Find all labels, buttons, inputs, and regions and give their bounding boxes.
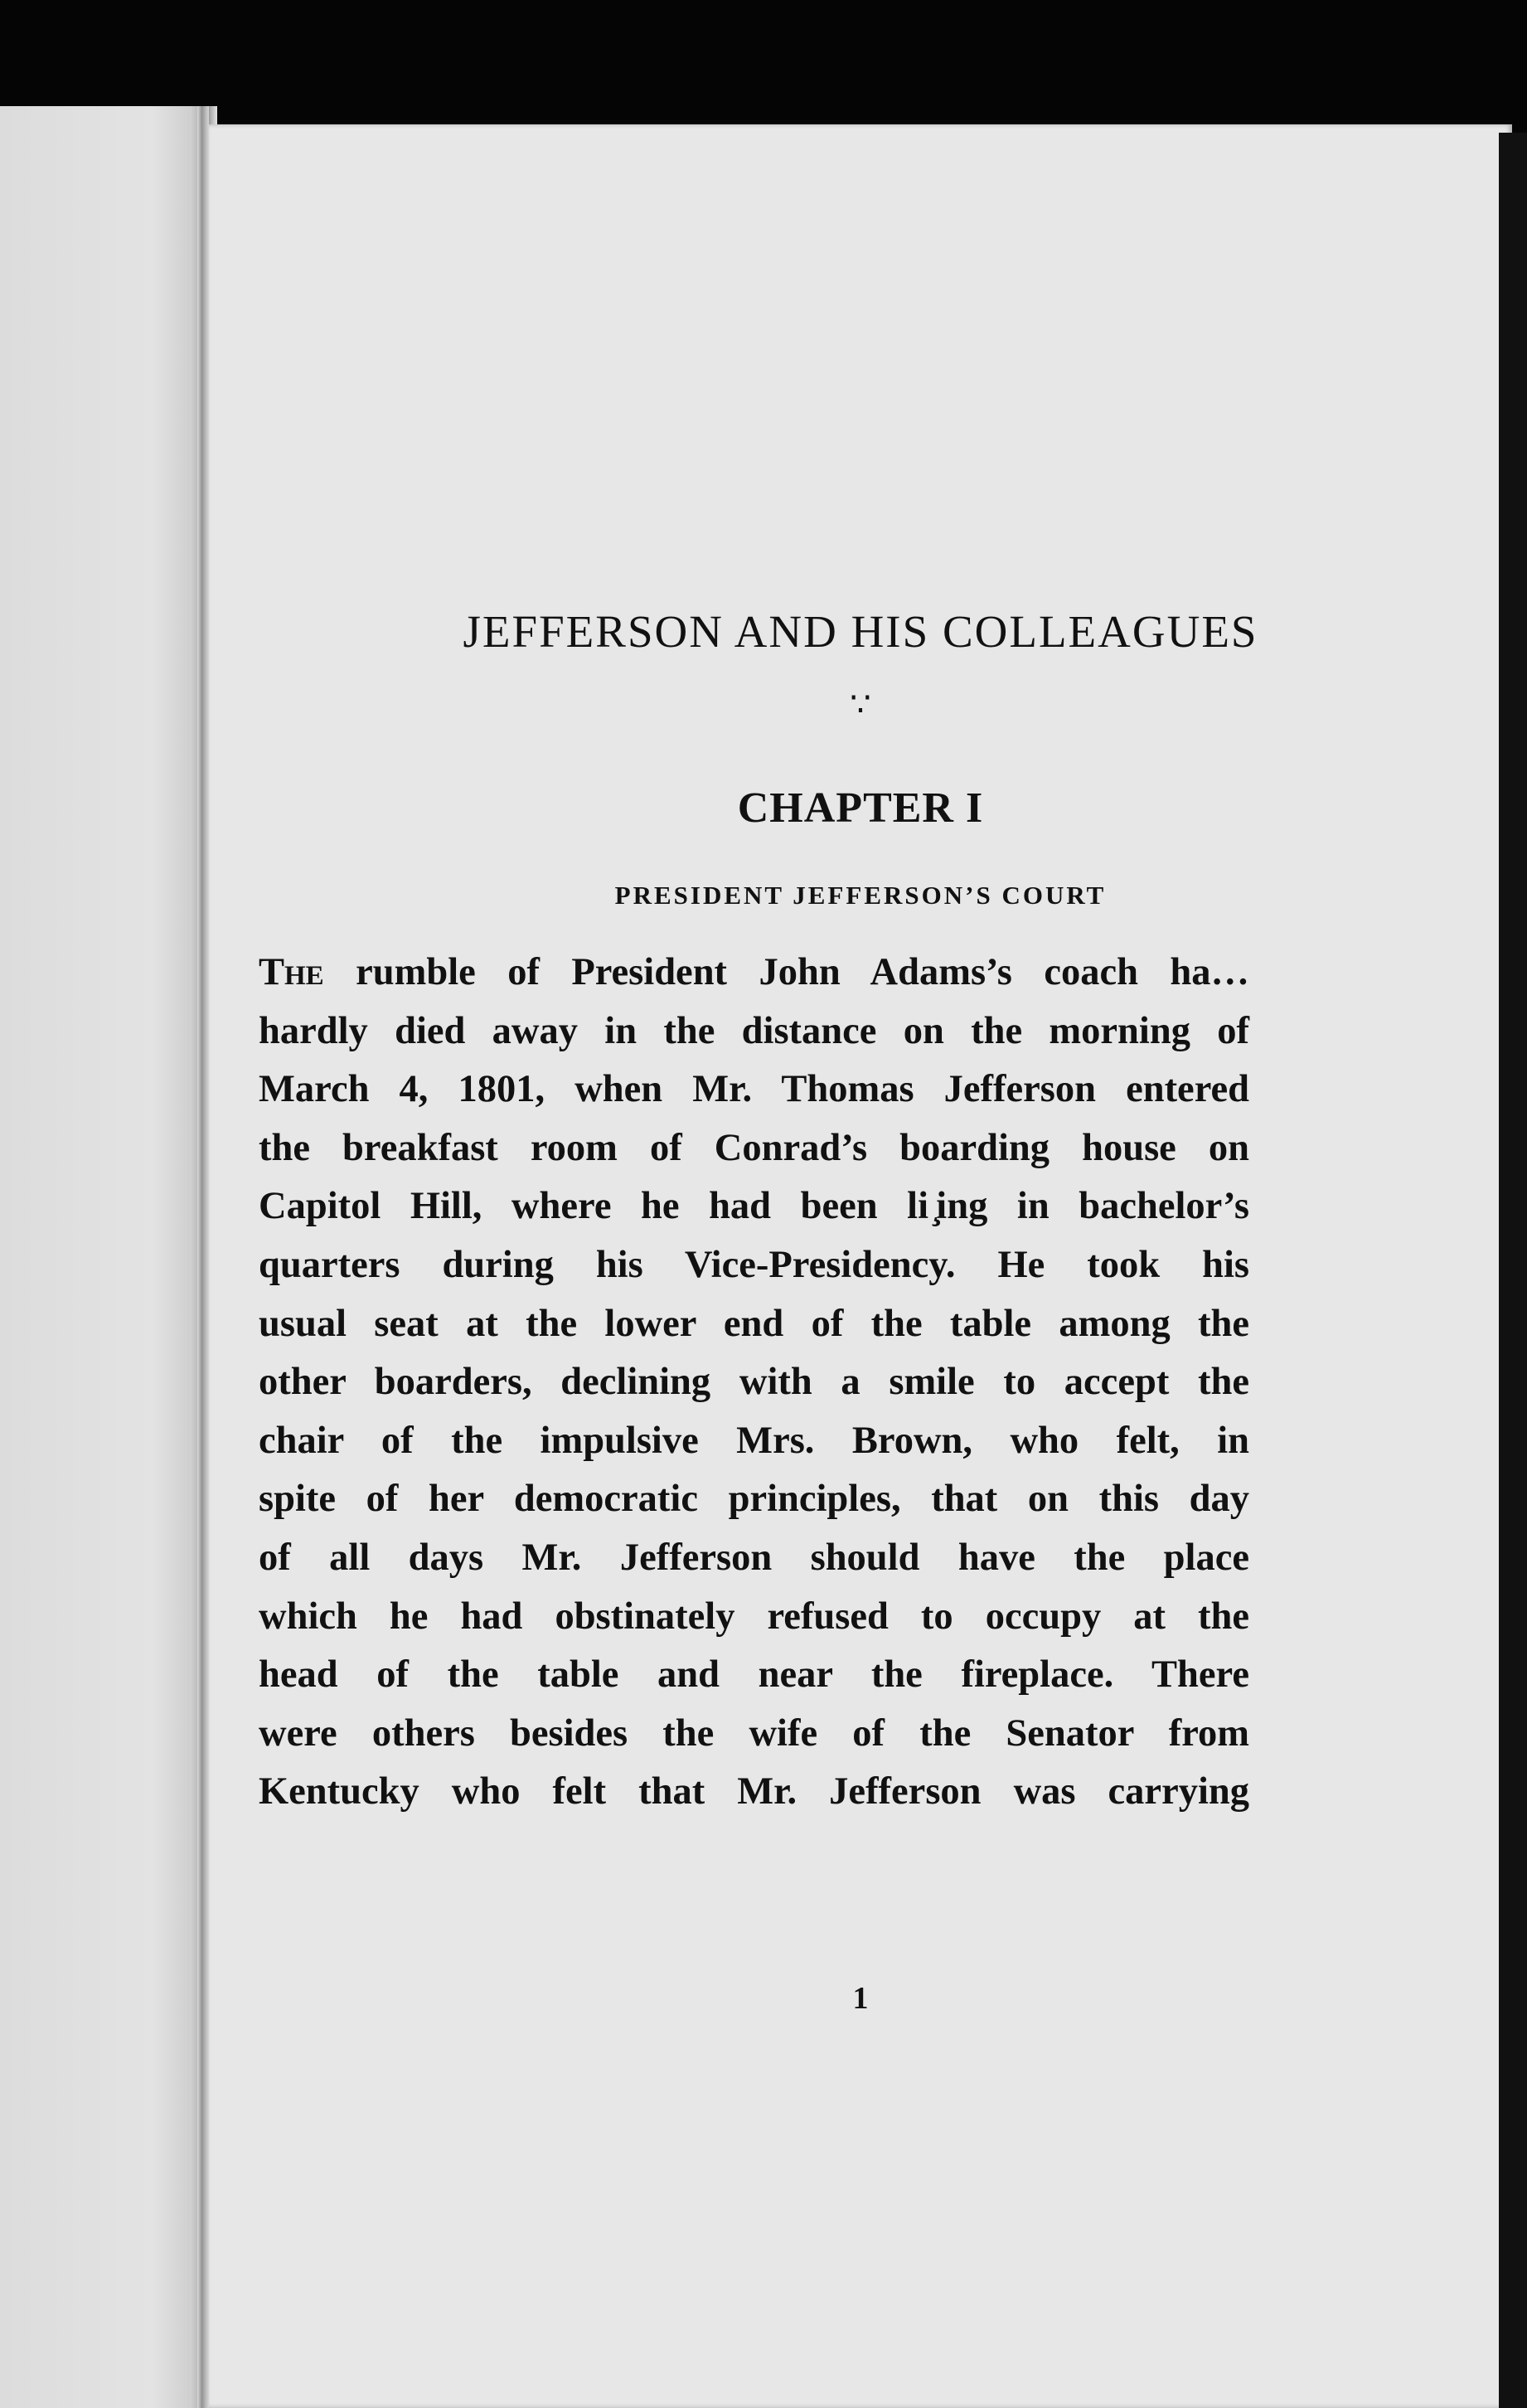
right-page-edge <box>1499 133 1527 2408</box>
body-line: which he had obstinately refused to occupy at the <box>259 1595 1249 1638</box>
book-gutter <box>197 106 209 2408</box>
body-line: other boarders, declining with a smile to accept the <box>259 1361 1249 1404</box>
body-line: Kentucky who felt that Mr. Jefferson was carrying <box>259 1770 1249 1813</box>
chapter-heading: CHAPTER I <box>737 784 984 832</box>
body-line: chair of the impulsive Mrs. Brown, who felt, in <box>259 1419 1249 1462</box>
body-line-text: rumble of President John Adams’s coach ha… <box>323 951 1249 993</box>
body-line: March 4, 1801, when Mr. Thomas Jefferson entered <box>259 1068 1249 1111</box>
body-line: hardly died away in the distance on the morning of <box>259 1009 1249 1052</box>
book-title: JEFFERSON AND HIS COLLEAGUES <box>463 606 1258 657</box>
body-line: head of the table and near the fireplace. There <box>259 1653 1249 1697</box>
body-line: were others besides the wife of the Senator from <box>259 1711 1249 1755</box>
lead-word: The <box>259 951 324 993</box>
body-line: spite of her democratic principles, that on this day <box>259 1478 1249 1521</box>
chapter-subtitle: PRESIDENT JEFFERSON’S COURT <box>614 881 1107 910</box>
body-line: quarters during his Vice-Presidency. He took his <box>259 1243 1249 1286</box>
book-page <box>209 124 1512 2408</box>
body-line: the breakfast room of Conrad’s boarding house on <box>259 1126 1249 1169</box>
chapter-body-text <box>259 944 1249 1822</box>
ornament-icon: ∵ <box>850 686 871 723</box>
body-line: Capitol Hill, where he had been li ̧ing in bachelor’s <box>259 1185 1249 1228</box>
page-number: 1 <box>852 1981 869 2016</box>
body-line: of all days Mr. Jefferson should have the place <box>259 1536 1249 1579</box>
body-line: usual seat at the lower end of the table among the <box>259 1302 1249 1345</box>
body-line <box>259 944 1249 1003</box>
left-page-edge <box>0 106 217 2408</box>
